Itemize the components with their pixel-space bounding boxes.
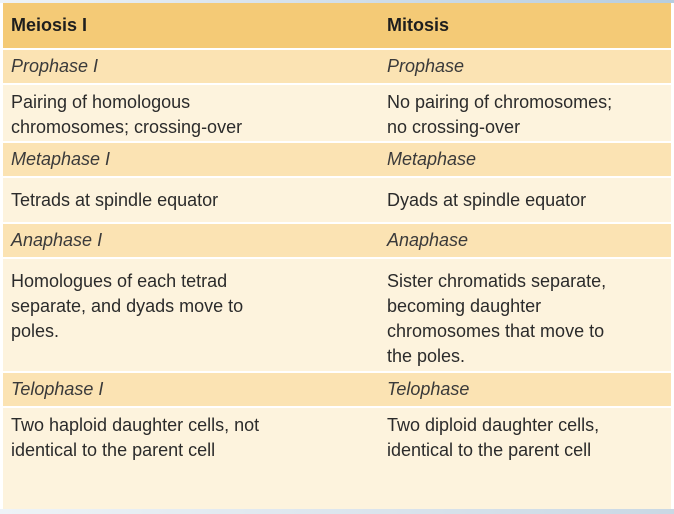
text-line: Two diploid daughter cells, <box>387 415 600 435</box>
phase-label-meiosis: Metaphase I <box>11 149 111 169</box>
text-line: Pairing of homologous <box>11 92 191 112</box>
phase-row-anaphase <box>3 224 671 259</box>
table-header-row <box>3 3 671 50</box>
text-line: no crossing-over <box>387 117 521 137</box>
text-line: Two haploid daughter cells, not <box>11 415 260 435</box>
text-line: Tetrads at spindle equator <box>11 189 219 210</box>
text-line: identical to the parent cell <box>11 440 216 460</box>
phase-row-prophase <box>3 50 671 85</box>
header-mitosis: Mitosis <box>387 15 450 35</box>
text-line: poles. <box>11 321 60 341</box>
description-meiosis <box>3 85 379 141</box>
description-row-prophase <box>3 85 671 143</box>
text-line: No pairing of chromosomes; <box>387 92 613 112</box>
header-meiosis: Meiosis I <box>11 15 88 35</box>
phase-label-meiosis: Telophase I <box>11 379 104 399</box>
phase-row-metaphase <box>3 143 671 178</box>
text-line: becoming daughter <box>387 296 542 316</box>
phase-label-meiosis: Prophase I <box>11 56 99 76</box>
text-line: separate, and dyads move to <box>11 296 244 316</box>
description-row-telophase <box>3 408 671 466</box>
description-meiosis <box>3 178 379 222</box>
phase-label-mitosis: Metaphase <box>387 149 477 169</box>
text-line: the poles. <box>387 346 466 366</box>
text-line: Dyads at spindle equator <box>387 189 587 210</box>
text-line: Homologues of each tetrad <box>11 271 228 291</box>
phase-row-telophase <box>3 373 671 408</box>
description-mitosis <box>379 259 671 371</box>
description-meiosis <box>3 408 379 466</box>
text-line: chromosomes that move to <box>387 321 605 341</box>
phase-label-meiosis: Anaphase I <box>11 230 103 250</box>
description-row-metaphase <box>3 178 671 224</box>
phase-label-mitosis: Telophase <box>387 379 470 399</box>
phase-label-mitosis: Anaphase <box>387 230 469 250</box>
phase-label-mitosis: Prophase <box>387 56 465 76</box>
description-mitosis <box>379 85 671 141</box>
text-line: Sister chromatids separate, <box>387 271 607 291</box>
comparison-table <box>3 3 671 509</box>
description-meiosis <box>3 259 379 371</box>
text-line: identical to the parent cell <box>387 440 592 460</box>
bottom-border <box>0 509 674 514</box>
description-mitosis <box>379 178 671 222</box>
description-row-anaphase <box>3 259 671 373</box>
text-line: chromosomes; crossing-over <box>11 117 243 137</box>
description-mitosis <box>379 408 671 466</box>
